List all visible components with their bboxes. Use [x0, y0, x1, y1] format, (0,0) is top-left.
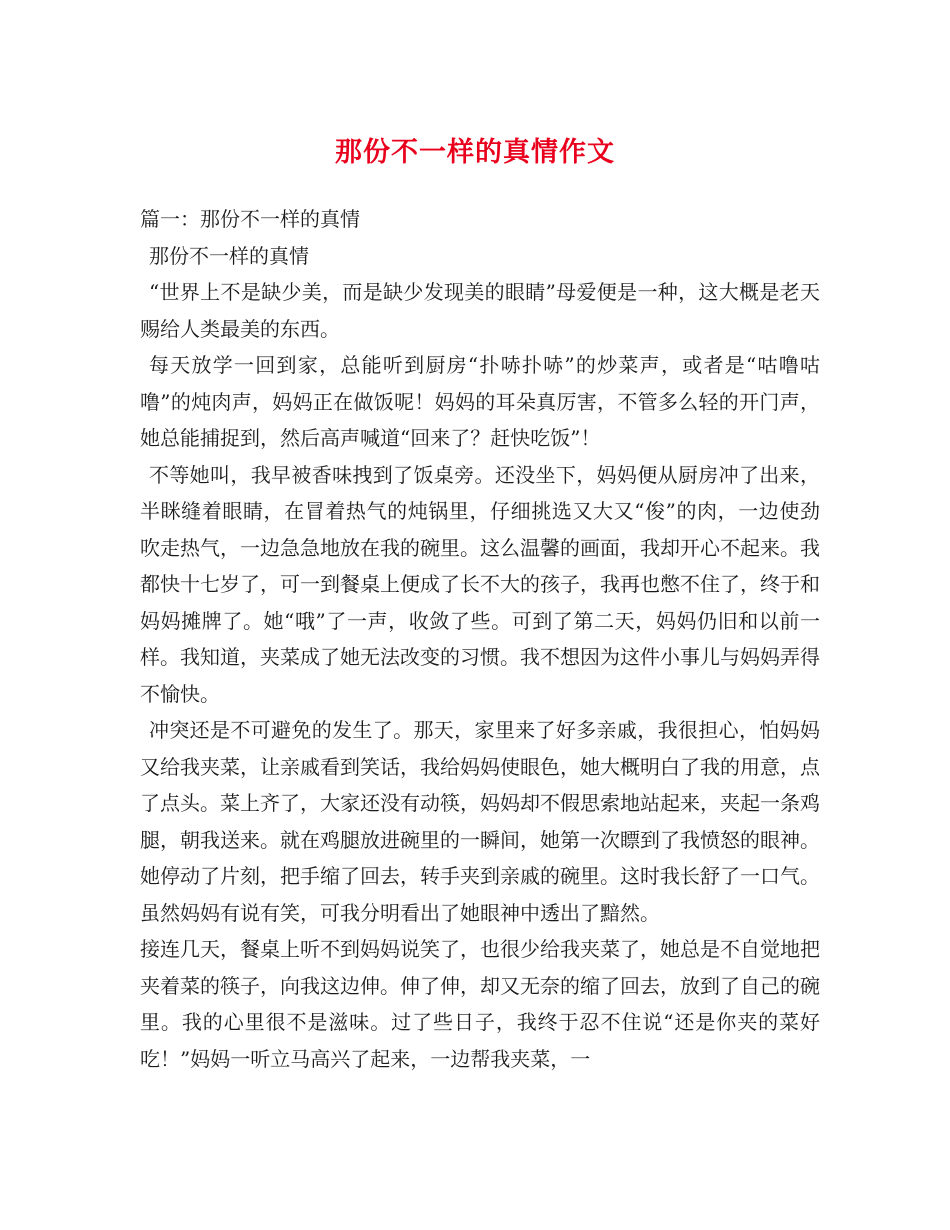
paragraph-3: 不等她叫，我早被香味拽到了饭桌旁。还没坐下，妈妈便从厨房冲了出来，半眯缝着眼睛，在冒着热气的炖锅里，仔细挑选又大又“俊”的肉，一边使劲吹走热气，一边急急地放在我的碗里。这么温馨的画面，我却开心不起来。我都快十七岁了，可一到餐桌上便成了长不大的孩子，我再也憋不住了，终于和妈妈摊牌了。她“哦”了一声，收敛了些。可到了第二天，妈妈仍旧和以前一样。我知道，夹菜成了她无法改变的习惯。我不想因为这件小事儿与妈妈弄得不愉快。 [140, 462, 820, 706]
paragraph-1: “世界上不是缺少美，而是缺少发现美的眼睛”母爱便是一种，这大概是老天赐给人类最美的东西。 [140, 280, 820, 341]
article-subtitle: 那份不一样的真情 [149, 243, 309, 268]
paragraph-5: 接连几天，餐桌上听不到妈妈说笑了，也很少给我夹菜了，她总是不自觉地把夹着菜的筷子，向我这边伸。伸了伸，却又无奈的缩了回去，放到了自己的碗里。我的心里很不是滋味。过了些日子，我终于忍不住说“还是你夹的菜好吃！”妈妈一听立马高兴了起来，一边帮我夹菜，一 [140, 937, 820, 1071]
document-title: 那份不一样的真情作文 [335, 137, 615, 168]
paragraph-4: 冲突还是不可避免的发生了。那天，家里来了好多亲戚，我很担心，怕妈妈又给我夹菜，让亲戚看到笑话，我给妈妈使眼色，她大概明白了我的用意，点了点头。菜上齐了，大家还没有动筷，妈妈却不假思索地站起来，夹起一条鸡腿，朝我送来。就在鸡腿放进碗里的一瞬间，她第一次瞟到了我愤怒的眼神。她停动了片刻，把手缩了回去，转手夹到亲戚的碗里。这时我长舒了一口气。虽然妈妈有说有笑，可我分明看出了她眼神中透出了黯然。 [140, 718, 820, 925]
paragraph-2: 每天放学一回到家，总能听到厨房“扑哧扑哧”的炒菜声，或者是“咕噜咕噜”的炖肉声，妈妈正在做饭呢！妈妈的耳朵真厉害，不管多么轻的开门声，她总能捕捉到，然后高声喊道“回来了？赶快吃饭”！ [140, 353, 820, 450]
document-body [140, 201, 820, 1077]
section-heading: 篇一：那份不一样的真情 [140, 207, 360, 231]
